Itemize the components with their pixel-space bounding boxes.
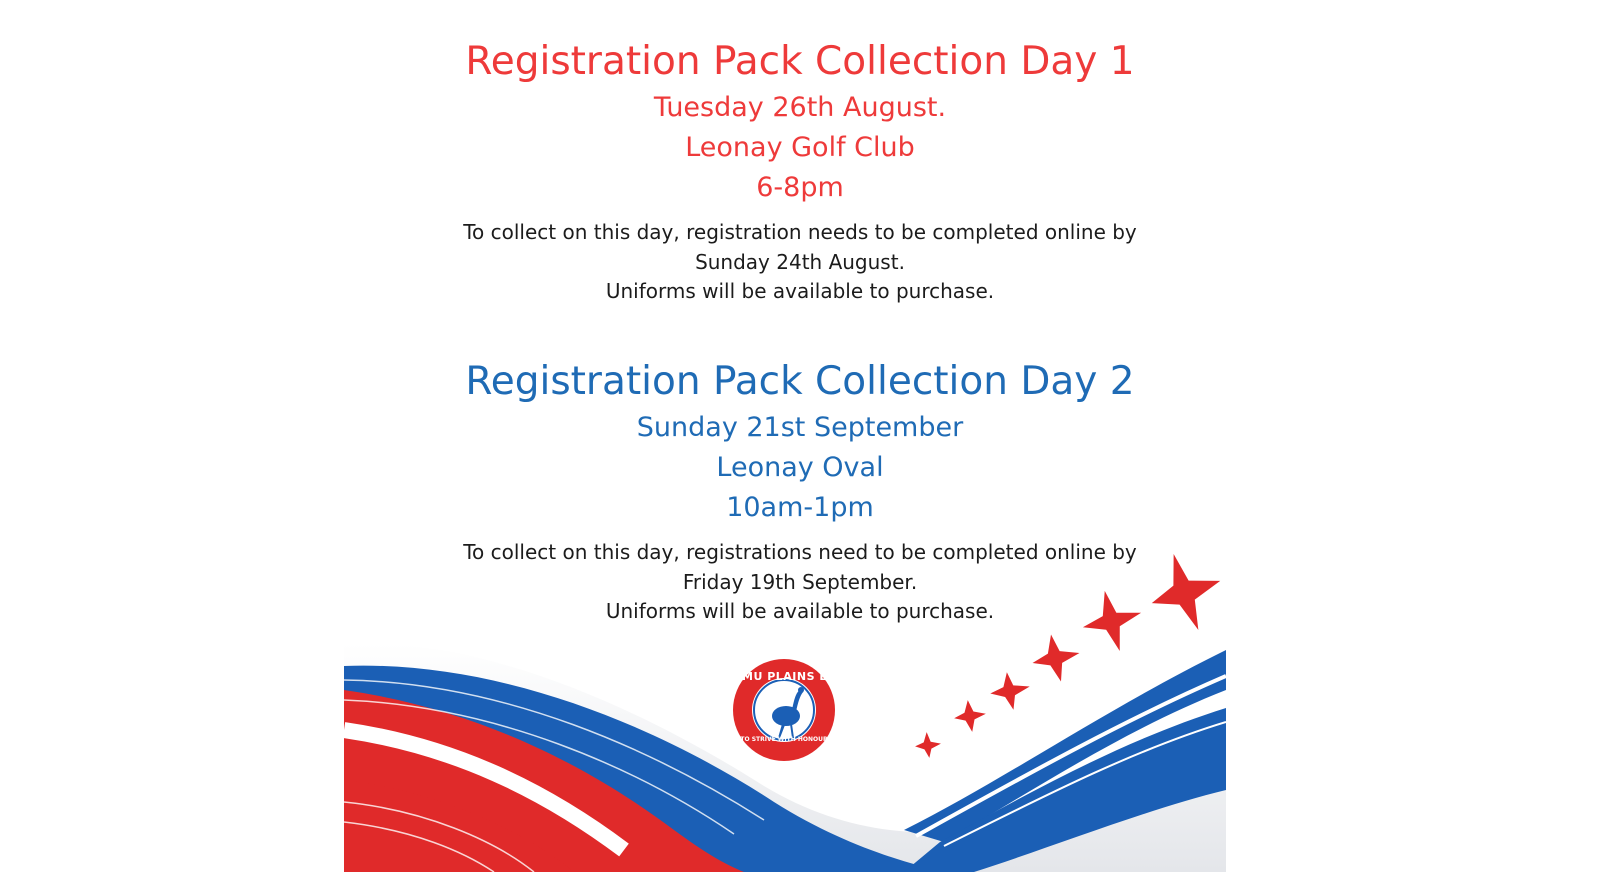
star-icon [1076,584,1149,659]
day1-note-line2: Sunday 24th August. [695,249,905,274]
day2-date: Sunday 21st September [636,412,964,443]
logo-motto: TO STRIVE WITH HONOUR [740,736,828,743]
star-icon [987,669,1033,713]
day2-venue: Leonay Oval [716,452,884,483]
collection-day-1 [0,36,1600,307]
star-icon [1139,543,1226,641]
day1-date: Tuesday 26th August. [653,92,947,123]
star-icon [1028,630,1085,687]
day2-title: Registration Pack Collection Day 2 [465,359,1135,404]
star-icon [914,731,943,760]
day1-note [0,218,1600,307]
day1-title: Registration Pack Collection Day 1 [465,39,1135,84]
day2-note-line2: Friday 19th September. [682,569,918,594]
day1-time: 6-8pm [756,172,844,203]
star-icon [952,698,988,734]
day2-time: 10am-1pm [726,492,874,523]
logo-title: EMU PLAINS L.A.C [734,670,855,683]
day1-venue: Leonay Golf Club [685,132,915,163]
day1-note-line1: To collect on this day, registration needs to be completed online by [463,220,1137,244]
day1-note-line3: Uniforms will be available to purchase. [605,279,995,303]
day2-note-line1: To collect on this day, registrations need to be completed online by [463,540,1137,564]
flag-wave-graphic [344,540,1226,872]
day2-note-line3: Uniforms will be available to purchase. [605,599,995,623]
